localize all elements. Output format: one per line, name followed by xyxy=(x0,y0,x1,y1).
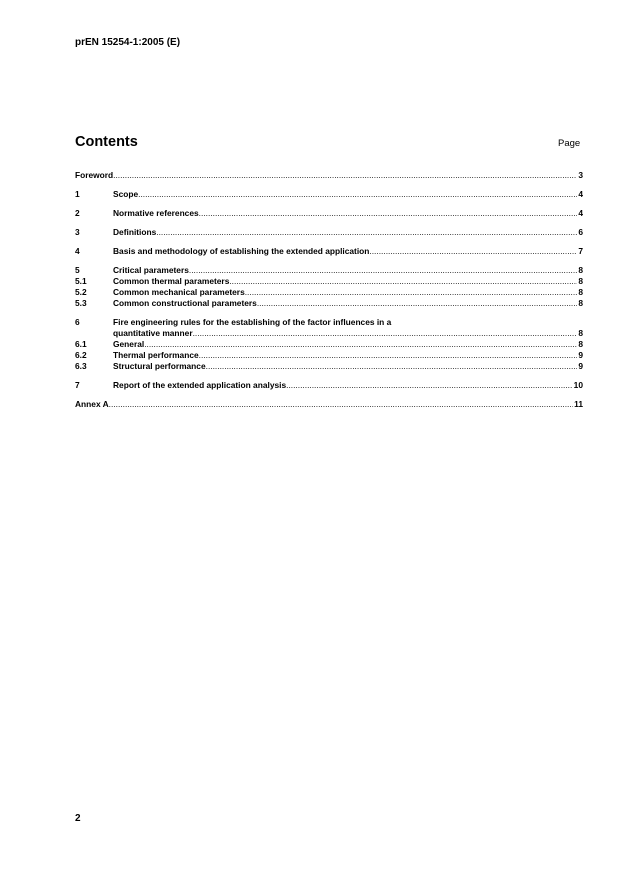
toc-entry-page: 8 xyxy=(578,265,583,275)
toc-entry-page: 9 xyxy=(578,361,583,371)
toc-leader-dots xyxy=(199,208,578,219)
toc-entry-title: Thermal performance xyxy=(113,350,199,360)
table-of-contents xyxy=(75,170,583,410)
toc-entry-mechanical-parameters[interactable] xyxy=(75,287,583,298)
toc-entry-page: 11 xyxy=(574,399,583,409)
page-number: 2 xyxy=(75,813,81,824)
toc-entry-title: Structural performance xyxy=(113,361,206,371)
toc-entry-number: 3 xyxy=(75,227,80,237)
toc-entry-page: 8 xyxy=(578,328,583,338)
toc-entry-page: 8 xyxy=(578,287,583,297)
toc-leader-dots xyxy=(199,350,578,361)
toc-entry-number: 4 xyxy=(75,246,80,256)
toc-leader-dots xyxy=(109,399,573,410)
toc-entry-title: Common mechanical parameters xyxy=(113,287,245,297)
page-column-label: Page xyxy=(558,138,581,149)
toc-entry-page: 8 xyxy=(578,339,583,349)
toc-entry-structural-performance[interactable] xyxy=(75,361,583,372)
toc-entry-fire-engineering-rules[interactable] xyxy=(75,317,583,328)
contents-heading: Contents xyxy=(75,134,138,150)
toc-entry-fire-engineering-rules-continued[interactable] xyxy=(75,328,583,339)
toc-leader-dots xyxy=(229,276,577,287)
toc-entry-annex-a[interactable] xyxy=(75,399,583,410)
toc-leader-dots xyxy=(286,380,573,391)
toc-entry-page: 9 xyxy=(578,350,583,360)
toc-entry-number: 6.3 xyxy=(75,361,87,371)
toc-entry-normative-references[interactable] xyxy=(75,208,583,219)
toc-entry-page: 8 xyxy=(578,298,583,308)
toc-entry-title: Annex A xyxy=(75,399,109,409)
toc-entry-page: 8 xyxy=(578,276,583,286)
toc-entry-number: 6.2 xyxy=(75,350,87,360)
toc-leader-dots xyxy=(156,227,577,238)
toc-entry-page: 7 xyxy=(578,246,583,256)
toc-entry-title: Definitions xyxy=(113,227,157,237)
toc-leader-dots xyxy=(245,287,578,298)
toc-entry-number: 6.1 xyxy=(75,339,87,349)
toc-leader-dots xyxy=(369,246,577,257)
toc-entry-page: 6 xyxy=(578,227,583,237)
toc-leader-dots xyxy=(257,298,578,309)
toc-entry-page: 10 xyxy=(573,380,583,390)
toc-entry-general[interactable] xyxy=(75,339,583,350)
toc-entry-title: Foreword xyxy=(75,170,114,180)
toc-entry-scope[interactable] xyxy=(75,189,583,200)
toc-leader-dots xyxy=(144,339,577,350)
toc-entry-page: 4 xyxy=(578,208,583,218)
toc-entry-title: Critical parameters xyxy=(113,265,189,275)
toc-entry-thermal-parameters[interactable] xyxy=(75,276,583,287)
toc-entry-critical-parameters[interactable] xyxy=(75,265,583,276)
toc-entry-constructional-parameters[interactable] xyxy=(75,298,583,309)
toc-entry-title: General xyxy=(113,339,145,349)
toc-entry-number: 2 xyxy=(75,208,80,218)
toc-entry-title-continued: quantitative manner xyxy=(113,328,193,338)
toc-entry-number: 7 xyxy=(75,380,80,390)
toc-entry-title: Basis and methodology of establishing the extended application xyxy=(113,246,370,256)
toc-entry-number: 1 xyxy=(75,189,80,199)
toc-entry-number: 5 xyxy=(75,265,80,275)
toc-leader-dots xyxy=(206,361,578,372)
toc-entry-report[interactable] xyxy=(75,380,583,391)
toc-entry-foreword[interactable] xyxy=(75,170,583,181)
toc-entry-title: Common constructional parameters xyxy=(113,298,257,308)
toc-entry-number: 5.3 xyxy=(75,298,87,308)
toc-entry-title: Scope xyxy=(113,189,139,199)
toc-entry-thermal-performance[interactable] xyxy=(75,350,583,361)
toc-entry-number: 5.2 xyxy=(75,287,87,297)
toc-entry-number: 5.1 xyxy=(75,276,87,286)
toc-leader-dots xyxy=(138,189,577,200)
toc-entry-definitions[interactable] xyxy=(75,227,583,238)
document-header: prEN 15254-1:2005 (E) xyxy=(75,37,181,48)
toc-entry-page: 4 xyxy=(578,189,583,199)
toc-entry-title: Normative references xyxy=(113,208,199,218)
toc-entry-title: Report of the extended application analysis xyxy=(113,380,287,390)
toc-entry-title: Common thermal parameters xyxy=(113,276,230,286)
toc-entry-basis-methodology[interactable] xyxy=(75,246,583,257)
toc-leader-dots xyxy=(193,328,578,339)
toc-entry-title: Fire engineering rules for the establishing of the factor influences in a xyxy=(113,317,392,327)
toc-leader-dots xyxy=(189,265,577,276)
toc-leader-dots xyxy=(113,170,577,181)
toc-entry-page: 3 xyxy=(578,170,583,180)
toc-entry-number: 6 xyxy=(75,317,80,327)
